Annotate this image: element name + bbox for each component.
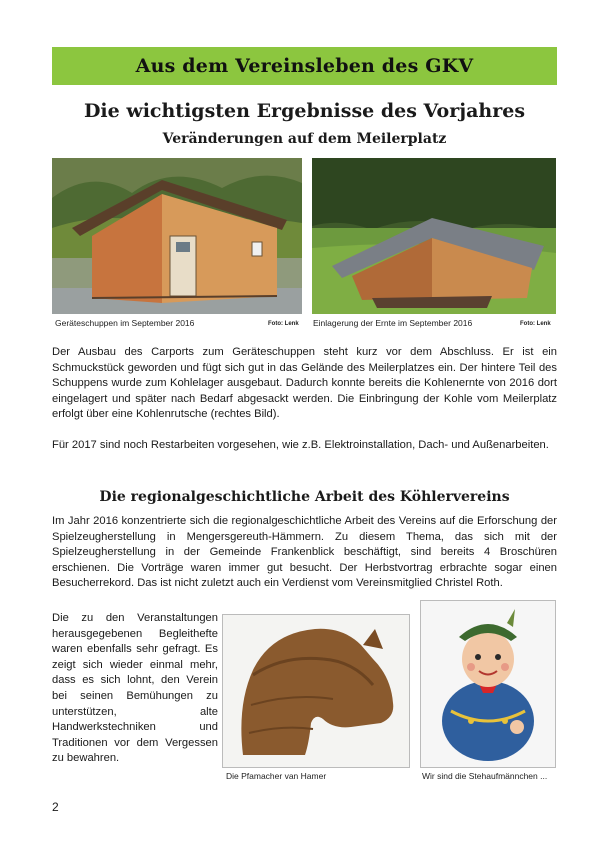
image-horse-head: [222, 614, 410, 768]
image-roly-poly-caption: Wir sind die Stehaufmännchen ...: [422, 771, 548, 781]
photo-storage-credit: Foto: Lenk: [520, 321, 551, 327]
section2-intro: Im Jahr 2016 konzentrierte sich die regionalgeschichtliche Arbeit des Vereins auf die Erforschung der Spielzeugherstellung in Mengersgereuth-Hämmern. Zu diesem Thema, das sich mit der Spielzeugherstellung in der Gemeinde Frankenblick beschäftigt, sind bereits 4 Broschüren erschienen. Die Vorträge waren immer gut besucht. Der Herbstvortrag erbrachte sogar einen Besucherrekord. Das ist nicht zuletzt auch ein Verdienst vom Vereinsmitglied Christel Roth.: [52, 515, 557, 590]
photo-storage: [312, 158, 556, 314]
section2-side-text: Die zu den Veranstaltungen herausgegebenen Begleithefte waren ebenfalls sehr gefragt. Es zeigt sich wieder einmal mehr, dass es sich lohnt, den Verein bei seinen Bemühungen zu unterstützen, alte Handwerkstechniken und Traditionen vor dem Vergessen zu bewahren.: [52, 612, 218, 765]
section2-title: Die regionalgeschichtliche Arbeit des Köhlervereins: [99, 489, 510, 505]
page-number: 2: [52, 800, 59, 814]
shed-photo-illustration: [52, 158, 302, 314]
photo-shed-caption: Geräteschuppen im September 2016: [55, 318, 195, 328]
page-heading: Die wichtigsten Ergebnisse des Vorjahres: [83, 100, 526, 122]
image-roly-poly: [420, 600, 556, 768]
storage-photo-illustration: [312, 158, 556, 314]
section1-paragraph-1: Der Ausbau des Carports zum Geräteschuppen steht kurz vor dem Abschluss. Er ist ein Schmuckstück geworden und fügt sich gut in das Gelände des Meilerplatzes ein. Der hintere Teil des Schuppens wurde zum Kohlelager ausgebaut. Dadurch konnte bereits die Kohlenernte von 2016 dort eingelagert und später nach Bedarf abgesackt werden. Die Einbringung der Kohle vom Meilerplatz erfolgt über eine Kohlenrutsche (rechtes Bild).: [52, 346, 557, 421]
photo-shed-credit: Foto: Lenk: [268, 321, 299, 327]
banner-title: Aus dem Vereinsleben des GKV: [135, 55, 474, 77]
photo-shed: [52, 158, 302, 314]
section1-paragraph-2: Für 2017 sind noch Restarbeiten vorgesehen, wie z.B. Elektroinstallation, Dach- und Außenarbeiten.: [52, 439, 549, 451]
section1-title: Veränderungen auf dem Meilerplatz: [162, 131, 447, 147]
image-horse-caption: Die Pfamacher van Hamer: [226, 771, 327, 781]
horse-head-illustration: [223, 615, 409, 767]
photo-storage-caption: Einlagerung der Ernte im September 2016: [313, 318, 473, 328]
section-banner: [52, 47, 557, 85]
roly-poly-illustration: [421, 601, 555, 767]
